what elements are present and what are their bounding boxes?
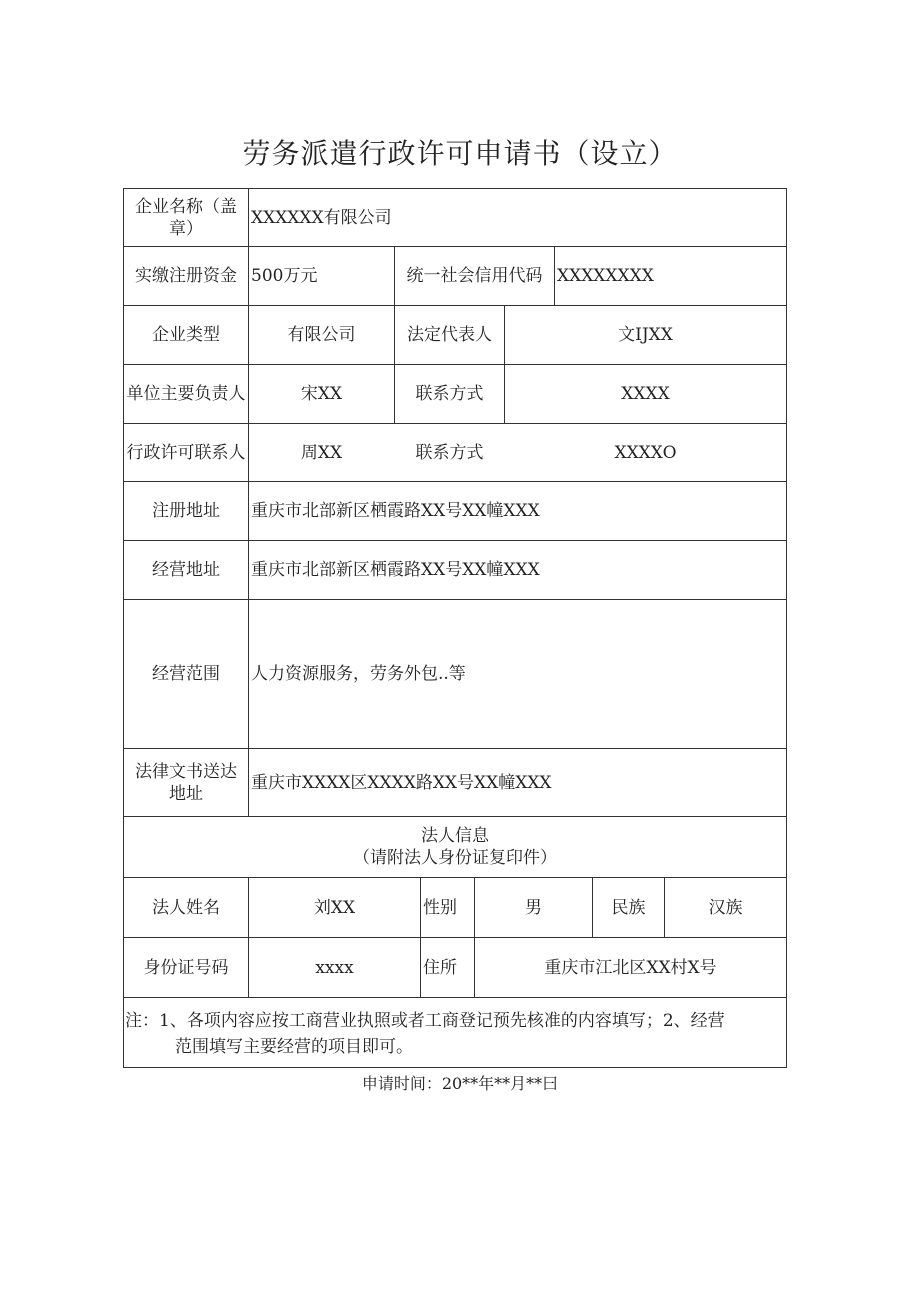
note-line-2: 范围填写主要经营的项目即可。	[175, 1037, 413, 1057]
legal-rep-value[interactable]: 文IJXX	[618, 325, 673, 345]
principal-value[interactable]: 宋XX	[300, 384, 343, 404]
residence-value[interactable]: 重庆市江北区XX村X号	[544, 957, 717, 978]
person-name-label: 法人姓名	[152, 897, 220, 918]
gender-value[interactable]: 男	[525, 897, 542, 918]
ethnicity-label: 民族	[611, 897, 646, 918]
note-line-1: 注：1、各项内容应按工商营业执照或者工商登记预先核准的内容填写；2、经营	[125, 1011, 725, 1031]
legal-doc-address-value[interactable]: 重庆市XXXX区XXXX路XX号XX幢XXX	[251, 772, 552, 793]
legal-rep-label: 法定代表人	[407, 325, 492, 345]
credit-code-label: 统一社会信用代码	[406, 266, 543, 286]
license-contact-phone-label: 联系方式	[415, 442, 484, 463]
credit-code-value[interactable]: XXXXXXXX	[557, 266, 654, 286]
form-note	[123, 998, 787, 1060]
id-number-value[interactable]: xxxx	[315, 957, 354, 978]
principal-contact-label: 联系方式	[415, 384, 484, 404]
capital-value[interactable]: 500万元	[251, 266, 318, 286]
biz-address-label: 经营地址	[152, 560, 220, 580]
application-form	[123, 188, 787, 1068]
capital-label: 实缴注册资金	[135, 266, 237, 286]
person-name-value[interactable]: 刘XX	[313, 897, 356, 918]
page-title: 劳务派遣行政许可申请书（设立）	[242, 137, 678, 170]
biz-address-value[interactable]: 重庆市北部新区栖霞路XX号XX幢XXX	[251, 560, 540, 580]
reg-address-label: 注册地址	[152, 501, 220, 521]
person-section-subtitle: （请附法人身份证复印件）	[353, 848, 557, 868]
application-date: 申请时间：20**年**月**曰	[361, 1074, 559, 1093]
biz-scope-label: 经营范围	[152, 664, 220, 684]
license-contact-value[interactable]: 周XX	[300, 442, 343, 463]
table-border-bottom	[123, 1067, 787, 1068]
company-name-value[interactable]: XXXXXX有限公司	[251, 207, 392, 228]
company-type-label: 企业类型	[152, 325, 220, 345]
reg-address-value[interactable]: 重庆市北部新区栖霞路XX号XX幢XXX	[251, 501, 540, 521]
id-number-label: 身份证号码	[143, 957, 229, 978]
license-contact-label: 行政许可联系人	[126, 442, 246, 463]
gender-label: 性别	[423, 897, 457, 918]
biz-scope-value[interactable]: 人力资源服务，劳务外包..等	[251, 664, 466, 684]
company-type-value[interactable]: 有限公司	[287, 325, 356, 345]
license-contact-phone-value[interactable]: XXXXO	[614, 442, 677, 463]
table-border-right	[786, 188, 787, 1068]
principal-contact-value[interactable]: XXXX	[621, 384, 670, 404]
legal-doc-address-label: 法律文书送达地址	[135, 761, 237, 804]
residence-label: 住所	[423, 957, 457, 978]
company-name-label: 企业名称（盖章）	[135, 196, 237, 239]
person-section-header	[124, 817, 786, 877]
ethnicity-value[interactable]: 汉族	[708, 897, 743, 918]
person-section-title: 法人信息	[421, 826, 489, 846]
principal-label: 单位主要负责人	[126, 384, 246, 404]
